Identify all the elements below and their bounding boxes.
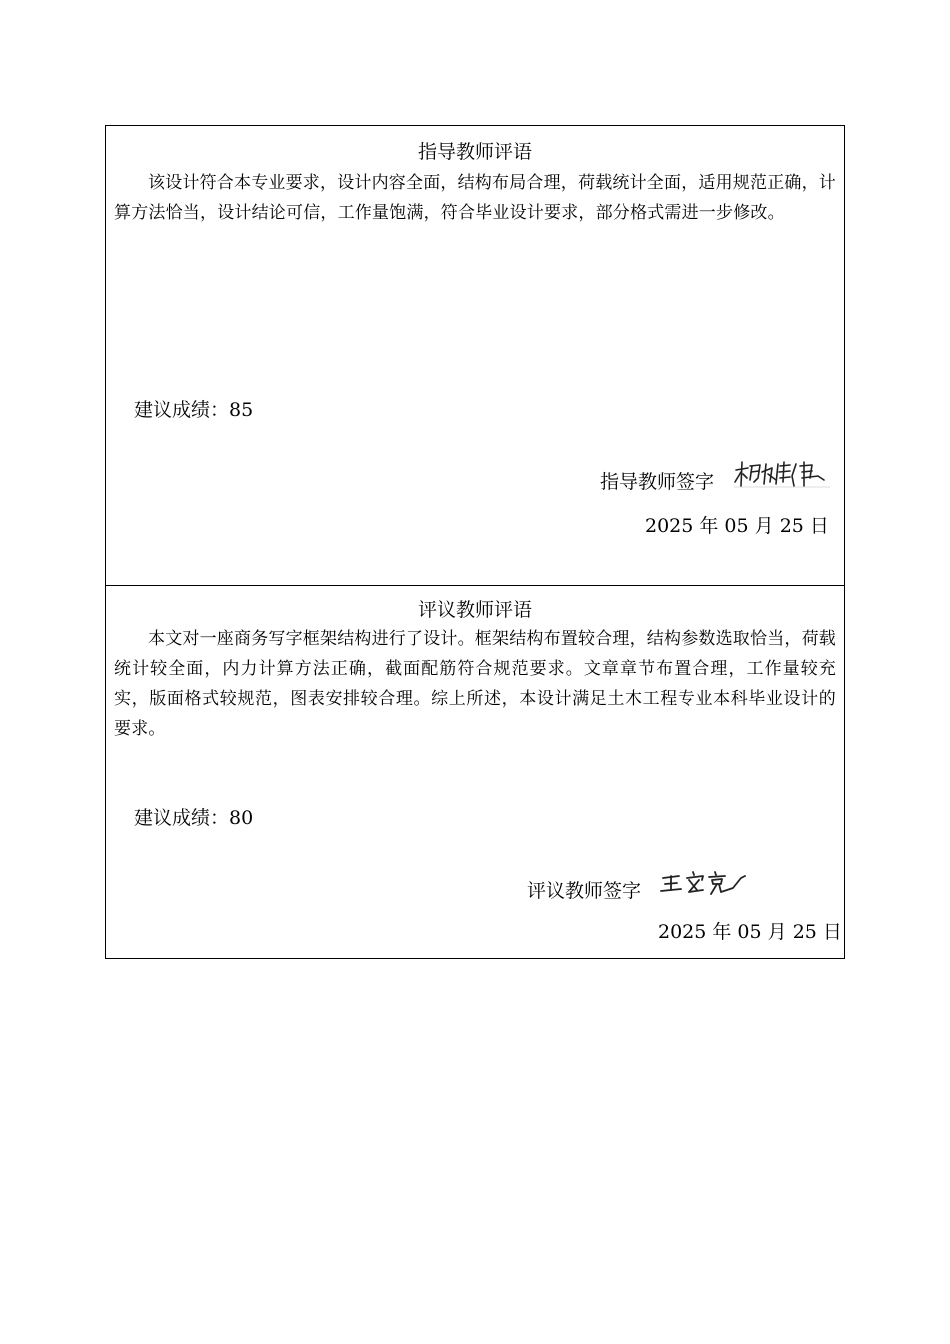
advisor-comment-section [106, 126, 844, 586]
advisor-section-title: 指导教师评语 [417, 141, 532, 163]
reviewer-grade [134, 806, 253, 830]
reviewer-signature-line [527, 879, 641, 903]
reviewer-date: 2025 年 05 月 25 日 [658, 921, 842, 943]
evaluation-form [105, 125, 845, 959]
reviewer-signature-label: 评议教师签字 [527, 880, 642, 902]
reviewer-comment-section [106, 586, 844, 958]
advisor-grade-label: 建议成绩： [134, 399, 230, 421]
reviewer-section-title: 评议教师评语 [417, 599, 532, 621]
advisor-date: 2025 年 05 月 25 日 [645, 515, 829, 537]
reviewer-signature-image [659, 866, 759, 900]
reviewer-comment-text: 本文对一座商务写字框架结构进行了设计。框架结构布置较合理，结构参数选取恰当，荷载统计较全面，内力计算方法正确，截面配筋符合规范要求。文章章节布置合理，工作量较充实，版面格式较规范，图表安排较合理。综上所述，本设计满足土木工程专业本科毕业设计的要求。 [114, 629, 836, 739]
advisor-comment-text: 该设计符合本专业要求，设计内容全面，结构布局合理，荷载统计全面，适用规范正确，计算方法恰当，设计结论可信，工作量饱满，符合毕业设计要求，部分格式需进一步修改。 [114, 173, 836, 223]
advisor-signature-image [732, 456, 832, 492]
advisor-grade-value: 85 [229, 399, 254, 421]
advisor-signature-label: 指导教师签字 [600, 471, 715, 493]
advisor-grade [134, 398, 253, 422]
reviewer-grade-label: 建议成绩： [134, 807, 230, 829]
reviewer-grade-value: 80 [229, 807, 254, 829]
advisor-signature-line [600, 470, 714, 494]
